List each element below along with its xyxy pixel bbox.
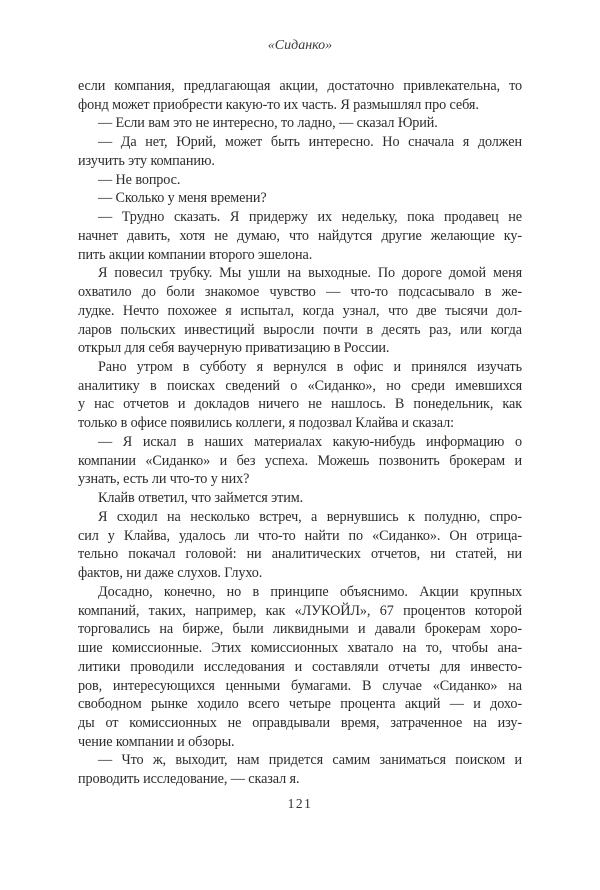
text-line: — Если вам это не интересно, то ладно, — сказал Юрий. — [98, 115, 438, 132]
text-line: узнать, есть ли что-то у них? — [78, 471, 250, 488]
paragraph — [78, 508, 522, 583]
paragraph — [78, 489, 522, 508]
paragraph — [78, 208, 522, 264]
text-line: торговались на бирже, были ликвидными и давали брокерам хоро- — [78, 621, 522, 638]
text-line: — Трудно сказать. Я придержу их недельку, пока продавец не — [98, 209, 522, 226]
paragraph — [78, 433, 522, 489]
running-header: «Сиданко» — [267, 38, 333, 53]
text-line: начнет давить, хотя не думаю, что найдутся другие желающие ку- — [78, 227, 522, 244]
text-line: фактов, ни даже слухов. Глухо. — [78, 565, 263, 582]
text-line: свободном рынке ходило всего четыре процента акций — и дохо- — [78, 696, 522, 713]
text-line: изучить эту компанию. — [78, 152, 215, 169]
text-line: — Что ж, выходит, нам придется самим заниматься поиском и — [98, 752, 522, 769]
text-line: пить акции компании второго эшелона. — [78, 246, 313, 263]
text-line: — Да нет, Юрий, может быть интересно. Но сначала я должен — [98, 134, 522, 151]
text-line: ды от комиссионных не оправдывали время, затраченное на изу- — [78, 714, 522, 731]
text-line: Досадно, конечно, но в принципе объяснимо. Акции крупных — [98, 583, 522, 600]
paragraph — [78, 583, 522, 752]
paragraph — [78, 358, 522, 433]
text-line: ларов польских инвестиций выросли почти в десять раз, или когда — [78, 321, 522, 338]
paragraph — [78, 189, 522, 208]
paragraph — [78, 77, 522, 114]
text-line: лудке. Нечто похожее я испытал, когда узнал, что две тысячи дол- — [78, 302, 522, 319]
paragraph — [78, 264, 522, 358]
text-line: — Я искал в наших материалах какую-нибудь информацию о — [98, 433, 522, 450]
text-line: аналитику в поисках сведений о «Сиданко», но среди имевшихся — [78, 377, 522, 394]
text-line: — Сколько у меня времени? — [98, 190, 267, 207]
text-line: — Не вопрос. — [98, 171, 181, 188]
text-line: компаний, таких, например, как «ЛУКОЙЛ», 67 процентов которой — [78, 602, 522, 619]
text-line: ров, интересующихся ценными бумагами. В случае «Сиданко» на — [78, 677, 522, 694]
text-line: проводить исследование, — сказал я. — [78, 771, 300, 788]
body-text — [78, 77, 522, 789]
text-line: литики проводили исследования и составляли отчеты для инвесто- — [78, 658, 522, 675]
text-line: Клайв ответил, что займется этим. — [98, 490, 304, 507]
page-number: 121 — [287, 796, 313, 811]
text-line: шие комиссионные. Этих комиссионных хватало на то, чтобы ана- — [78, 640, 522, 657]
paragraph — [78, 171, 522, 190]
text-line: Я повесил трубку. Мы ушли на выходные. По дороге домой меня — [98, 265, 522, 282]
text-line: Рано утром в субботу я вернулся в офис и принялся изучать — [98, 359, 522, 376]
text-line: компании «Сиданко» и без успеха. Можешь позвонить брокерам и — [78, 452, 522, 469]
text-line: фонд может приобрести какую-то их часть. Я размышлял про себя. — [78, 96, 479, 113]
paragraph — [78, 114, 522, 133]
paragraph — [78, 133, 522, 170]
text-line: чение компании и обзоры. — [78, 733, 235, 750]
text-line: Я сходил на несколько встреч, а вернувшись к полудню, спро- — [98, 508, 522, 525]
text-line: сил у Клайва, удалось ли что-то найти по «Сиданко». Он отрица- — [78, 527, 522, 544]
text-line: охватило до боли знакомое чувство — что-то подсасывало в же- — [78, 284, 522, 301]
text-line: тельно покачал головой: ни аналитических отчетов, ни статей, ни — [78, 546, 522, 563]
text-line: только в офисе появились коллеги, я подозвал Клайва и сказал: — [78, 415, 454, 432]
text-line: если компания, предлагающая акции, достаточно привлекательна, то — [78, 78, 522, 94]
text-line: у нас отчетов и докладов ничего не нашлось. В понедельник, как — [78, 396, 522, 413]
text-line: открыл для себя ваучерную приватизацию в России. — [78, 340, 390, 357]
paragraph — [78, 751, 522, 788]
